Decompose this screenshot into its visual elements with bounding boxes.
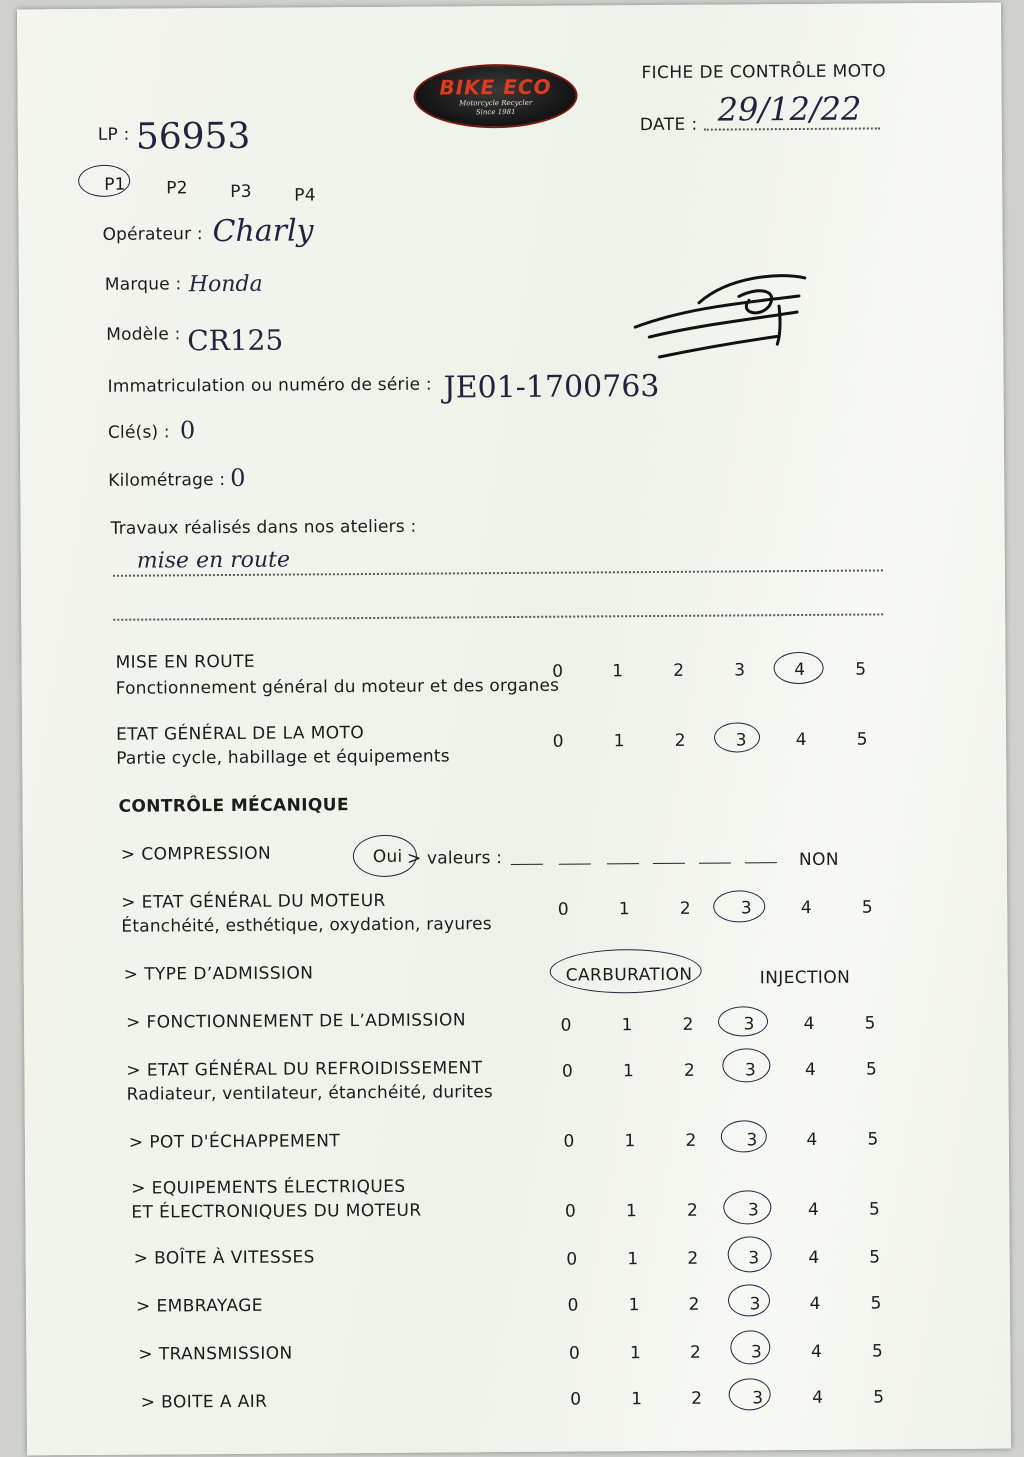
valeur-blank-4[interactable]	[653, 863, 685, 864]
score-5[interactable]: 5	[864, 1013, 876, 1034]
controle-mecanique-heading: CONTRÔLE MÉCANIQUE	[118, 795, 350, 817]
score-2[interactable]: 2	[685, 1130, 697, 1151]
type-admission-title: > TYPE D’ADMISSION	[123, 963, 314, 985]
score-0[interactable]: 0	[567, 1295, 579, 1316]
mise-en-route-subtitle: Fonctionnement général du moteur et des organes	[115, 675, 560, 699]
score-1[interactable]: 1	[624, 1131, 636, 1152]
score-3[interactable]: 3	[740, 898, 752, 919]
embrayage-title: > EMBRAYAGE	[135, 1295, 263, 1317]
score-1[interactable]: 1	[631, 1389, 643, 1410]
score-5[interactable]: 5	[871, 1341, 883, 1362]
score-3[interactable]: 3	[747, 1200, 759, 1221]
modele-label: Modèle :	[106, 324, 181, 345]
score-1[interactable]: 1	[627, 1249, 639, 1270]
etat-moteur-title: > ETAT GÉNÉRAL DU MOTEUR	[121, 890, 386, 913]
form-title: FICHE DE CONTRÔLE MOTO	[641, 61, 887, 84]
fonctionnement-admission-title: > FONCTIONNEMENT DE L’ADMISSION	[125, 1010, 466, 1033]
score-1[interactable]: 1	[612, 661, 624, 682]
score-0[interactable]: 0	[564, 1201, 576, 1222]
score-4[interactable]: 4	[803, 1013, 815, 1034]
score-1[interactable]: 1	[628, 1295, 640, 1316]
score-5[interactable]: 5	[861, 897, 873, 918]
score-5[interactable]: 5	[873, 1387, 885, 1408]
logo-sub2: Since 1981	[475, 107, 516, 117]
score-4[interactable]: 4	[810, 1341, 822, 1362]
km-value[interactable]: 0	[230, 463, 246, 492]
marque-value[interactable]: Honda	[188, 271, 263, 298]
date-value[interactable]: 29/12/22	[717, 89, 862, 129]
score-3[interactable]: 3	[748, 1248, 760, 1269]
selection-circle	[723, 1190, 771, 1224]
score-3[interactable]: 3	[746, 1130, 758, 1151]
score-4[interactable]: 4	[794, 659, 806, 681]
etat-moto-subtitle: Partie cycle, habillage et équipements	[116, 746, 450, 769]
cles-value[interactable]: 0	[179, 416, 196, 445]
score-5[interactable]: 5	[867, 1129, 879, 1150]
score-2[interactable]: 2	[674, 730, 686, 751]
score-5[interactable]: 5	[855, 659, 867, 680]
lp-value[interactable]: 56953	[135, 115, 251, 158]
pot-title: > POT D'ÉCHAPPEMENT	[128, 1131, 341, 1153]
score-2[interactable]: 2	[679, 898, 691, 919]
etat-moto-title: ETAT GÉNÉRAL DE LA MOTO	[115, 723, 365, 745]
score-4[interactable]: 4	[795, 729, 807, 751]
score-0[interactable]: 0	[566, 1249, 578, 1270]
immat-label: Immatriculation ou numéro de série :	[107, 374, 432, 397]
valeur-blank-1[interactable]	[511, 864, 543, 865]
score-0[interactable]: 0	[557, 899, 569, 920]
logo-sub1: Motorcycle Recycler	[459, 98, 533, 108]
score-0[interactable]: 0	[561, 1061, 573, 1082]
valeur-blank-2[interactable]	[559, 863, 591, 864]
score-2[interactable]: 2	[689, 1342, 701, 1363]
position-p4[interactable]: P4	[294, 185, 316, 206]
score-2[interactable]: 2	[673, 660, 685, 681]
score-3[interactable]: 3	[749, 1294, 761, 1315]
score-0[interactable]: 0	[570, 1389, 582, 1410]
bike-eco-logo	[413, 64, 577, 129]
score-5[interactable]: 5	[868, 1199, 880, 1220]
travaux-label: Travaux réalisés dans nos ateliers :	[110, 516, 417, 539]
immat-value[interactable]: JE01-1700763	[443, 368, 660, 406]
lp-label: LP :	[97, 124, 130, 145]
score-0[interactable]: 0	[563, 1131, 575, 1152]
score-3[interactable]: 3	[734, 660, 746, 681]
score-2[interactable]: 2	[683, 1060, 695, 1081]
valeur-blank-5[interactable]	[699, 862, 731, 863]
score-5[interactable]: 5	[870, 1293, 882, 1314]
compression-valeurs-label: > valeurs :	[406, 848, 503, 869]
score-2[interactable]: 2	[691, 1388, 703, 1409]
selection-circle	[728, 1284, 770, 1316]
operateur-label: Opérateur :	[102, 224, 203, 245]
refroidissement-subtitle: Radiateur, ventilateur, étanchéité, durites	[126, 1082, 494, 1105]
score-2[interactable]: 2	[688, 1294, 700, 1315]
km-label: Kilométrage :	[108, 470, 226, 491]
inspection-sheet	[17, 3, 1011, 1456]
travaux-line-2	[113, 613, 883, 620]
score-1[interactable]: 1	[618, 899, 630, 920]
score-3[interactable]: 3	[752, 1388, 764, 1409]
electriques-title: > EQUIPEMENTS ÉLECTRIQUES	[131, 1176, 406, 1199]
score-4[interactable]: 4	[806, 1129, 818, 1150]
score-4[interactable]: 4	[807, 1199, 819, 1220]
score-4[interactable]: 4	[804, 1059, 816, 1080]
score-2[interactable]: 2	[687, 1248, 699, 1269]
score-0[interactable]: 0	[552, 731, 564, 752]
score-1[interactable]: 1	[625, 1201, 637, 1222]
position-p2[interactable]: P2	[166, 178, 188, 199]
score-1[interactable]: 1	[629, 1343, 641, 1364]
selection-circle	[728, 1236, 772, 1272]
selection-circle	[713, 890, 765, 922]
score-5[interactable]: 5	[869, 1247, 881, 1268]
score-1[interactable]: 1	[613, 731, 625, 752]
score-0[interactable]: 0	[560, 1015, 572, 1036]
transmission-title: > TRANSMISSION	[138, 1343, 293, 1365]
score-5[interactable]: 5	[865, 1059, 877, 1080]
boite-air-title: > BOITE A AIR	[140, 1391, 268, 1413]
carburation-selection-circle	[550, 949, 702, 994]
score-4[interactable]: 4	[809, 1293, 821, 1314]
score-4[interactable]: 4	[808, 1247, 820, 1268]
compression-oui[interactable]: Oui	[372, 846, 403, 867]
score-3[interactable]: 3	[750, 1342, 762, 1363]
selection-circle	[721, 1120, 767, 1152]
score-1[interactable]: 1	[622, 1061, 634, 1082]
score-1[interactable]: 1	[621, 1015, 633, 1036]
score-0[interactable]: 0	[552, 661, 564, 682]
selection-circle	[714, 722, 760, 752]
score-3[interactable]: 3	[735, 730, 747, 751]
valeur-blank-6[interactable]	[745, 862, 777, 863]
logo-brand: BIKE ECO	[439, 74, 552, 100]
score-3[interactable]: 3	[743, 1014, 755, 1035]
boite-vitesses-title: > BOÎTE À VITESSES	[133, 1247, 315, 1269]
selection-circle	[722, 1048, 770, 1082]
mise-en-route-title: MISE EN ROUTE	[115, 651, 256, 673]
score-0[interactable]: 0	[568, 1343, 580, 1364]
electriques-title2: ET ÉLECTRONIQUES DU MOTEUR	[131, 1200, 422, 1223]
date-label: DATE :	[639, 114, 698, 136]
admission-carburation[interactable]: CARBURATION	[565, 964, 693, 986]
selection-circle	[730, 1330, 770, 1364]
score-2[interactable]: 2	[682, 1014, 694, 1035]
score-3[interactable]: 3	[744, 1060, 756, 1081]
score-5[interactable]: 5	[856, 729, 868, 750]
position-p1[interactable]: P1	[104, 174, 126, 195]
score-4[interactable]: 4	[812, 1387, 824, 1408]
selection-circle	[729, 1378, 771, 1410]
compression-title: > COMPRESSION	[120, 843, 272, 865]
admission-injection[interactable]: INJECTION	[759, 967, 851, 989]
selection-circle	[773, 652, 823, 684]
refroidissement-title: > ETAT GÉNÉRAL DU REFROIDISSEMENT	[126, 1058, 483, 1081]
operateur-value[interactable]: Charly	[212, 213, 314, 250]
score-4[interactable]: 4	[800, 897, 812, 919]
valeur-blank-3[interactable]	[607, 863, 639, 864]
etat-moteur-subtitle: Étanchéité, esthétique, oxydation, rayures	[121, 914, 492, 937]
compression-non[interactable]: NON	[798, 849, 840, 871]
marque-label: Marque :	[104, 274, 182, 295]
score-2[interactable]: 2	[686, 1200, 698, 1221]
signature	[629, 266, 810, 367]
position-p3[interactable]: P3	[230, 181, 252, 202]
modele-value[interactable]: CR125	[187, 323, 284, 358]
cles-label: Clé(s) :	[107, 422, 170, 443]
travaux-value[interactable]: mise en route	[136, 547, 291, 574]
selection-circle	[718, 1006, 768, 1036]
